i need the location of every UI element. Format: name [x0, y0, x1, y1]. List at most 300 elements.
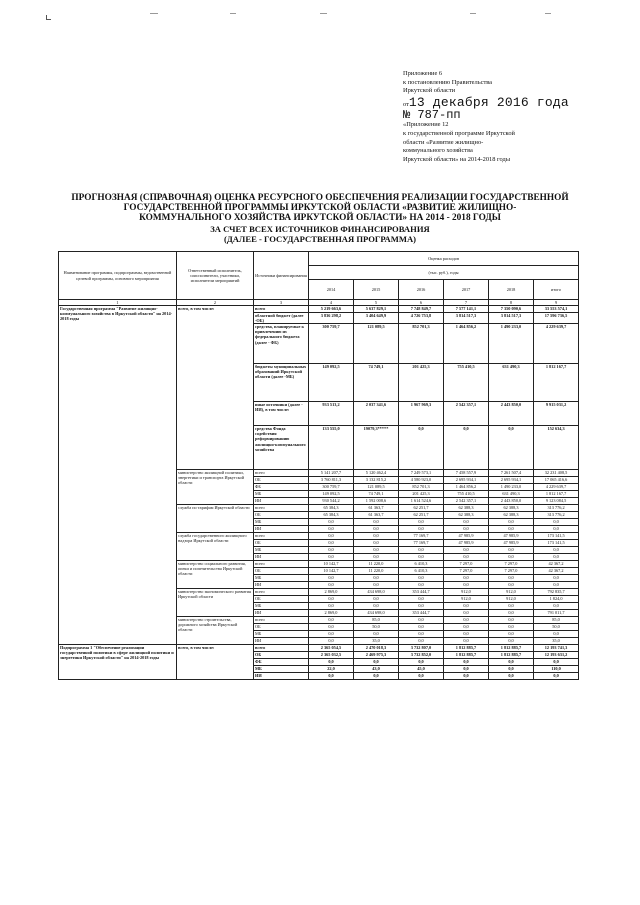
value-cell: 0,0	[489, 519, 534, 526]
value-cell: 50,0	[534, 624, 579, 631]
value-cell: 0,0	[354, 554, 399, 561]
value-cell: 0,0	[354, 540, 399, 547]
value-cell: 0,0	[444, 631, 489, 638]
year-header: 2017	[444, 280, 489, 300]
value-cell: 11 220,0	[354, 561, 399, 568]
value-cell: 149 092,5	[309, 364, 354, 402]
table-row	[59, 645, 579, 652]
value-cell: 0,0	[309, 673, 354, 680]
value-cell: 0,0	[399, 624, 444, 631]
value-cell: 0,0	[309, 533, 354, 540]
table-row	[59, 306, 579, 313]
value-cell: 930 544,2	[309, 498, 354, 505]
value-cell: 3 132 815,2	[354, 477, 399, 484]
value-cell: 2 695 934,1	[444, 477, 489, 484]
source-cell: всего	[254, 306, 309, 313]
header-line: к государственной программе Иркутской	[403, 129, 515, 137]
value-cell: 4 229 639,7	[534, 324, 579, 364]
appendix-header	[403, 70, 633, 164]
value-cell: 0,0	[399, 659, 444, 666]
source-cell: всего	[254, 589, 309, 596]
value-cell: 4 580 923,0	[399, 477, 444, 484]
value-cell: 0,0	[444, 610, 489, 617]
value-cell: 0,0	[444, 526, 489, 533]
value-cell: 0,0	[309, 575, 354, 582]
title-line: (ДАЛЕЕ - ГОСУДАРСТВЕННАЯ ПРОГРАММА)	[223, 233, 417, 244]
source-cell: средства, планируемые к привлечению из федерального бюджета (далее - ФБ)	[254, 324, 309, 364]
value-cell: 0,0	[399, 519, 444, 526]
value-cell: 62 388,3	[489, 505, 534, 512]
value-cell: 0,0	[354, 603, 399, 610]
source-cell: ОБ	[254, 652, 309, 659]
value-cell: 47 985,9	[444, 533, 489, 540]
value-cell: 0,0	[399, 582, 444, 589]
value-cell: 912,0	[444, 596, 489, 603]
source-cell: МБ	[254, 603, 309, 610]
value-cell: 0,0	[354, 582, 399, 589]
value-cell: 3 836 298,2	[309, 313, 354, 324]
value-cell: 0,0	[489, 426, 534, 470]
value-cell: 0,0	[444, 638, 489, 645]
source-cell: ИИ	[254, 582, 309, 589]
value-cell: 0,0	[444, 624, 489, 631]
value-cell: 3 404 649,9	[354, 313, 399, 324]
value-cell: 1 824,0	[534, 596, 579, 603]
value-cell: 121 089,5	[354, 324, 399, 364]
value-cell: 0,0	[444, 547, 489, 554]
value-cell: 62 388,3	[444, 512, 489, 519]
value-cell: 17 065 416,6	[534, 477, 579, 484]
value-cell: 1 614 524,6	[399, 498, 444, 505]
source-cell: иные источники (далее - ИИ), в том числе:	[254, 402, 309, 426]
value-cell: 0,0	[489, 554, 534, 561]
value-cell: 33 553 574,1	[534, 306, 579, 313]
value-cell: 4 726 753,8	[399, 313, 444, 324]
value-cell: 912,0	[444, 589, 489, 596]
value-cell: 0,0	[534, 673, 579, 680]
value-cell: 11 220,0	[354, 568, 399, 575]
value-cell: 2 443 850,0	[489, 402, 534, 426]
source-cell: МБ	[254, 547, 309, 554]
source-cell: всего	[254, 561, 309, 568]
source-cell: областной бюджет (далее -ОБ)	[254, 313, 309, 324]
value-cell: 0,0	[354, 596, 399, 603]
value-cell: 1 490 233,0	[489, 484, 534, 491]
value-cell: 1 812 885,7	[489, 645, 534, 652]
value-cell: 0,0	[444, 582, 489, 589]
value-cell: 1 812 167,7	[534, 364, 579, 402]
column-number: 6	[399, 300, 444, 306]
value-cell: 0,0	[489, 610, 534, 617]
value-cell: 62 388,3	[489, 512, 534, 519]
value-cell: 47 985,9	[444, 540, 489, 547]
value-cell: 0,0	[309, 540, 354, 547]
value-cell: 50,0	[354, 624, 399, 631]
responsible-cell: министерство жилищной политики, энергетики и транспорта Иркутской области	[177, 470, 254, 505]
title-line: ЗА СЧЕТ ВСЕХ ИСТОЧНИКОВ ФИНАНСИРОВАНИЯ	[210, 223, 430, 234]
value-cell: 2 365 054,5	[309, 645, 354, 652]
source-cell: ФБ	[254, 659, 309, 666]
corner-mark	[46, 15, 51, 20]
value-cell: 0,0	[309, 638, 354, 645]
value-cell: 1 464 856,2	[444, 324, 489, 364]
col-header-responsible: Ответственный исполнитель, соисполнители, участники, исполнители мероприятий	[177, 252, 254, 300]
value-cell: 6 410,3	[399, 561, 444, 568]
value-cell: 10 142,7	[309, 568, 354, 575]
col-header-unit: (тыс. руб.), годы	[309, 266, 579, 280]
header-line: Иркутской области	[403, 87, 456, 95]
value-cell: 5 141 207,7	[309, 470, 354, 477]
source-cell: ОБ	[254, 624, 309, 631]
value-cell: 791 011,7	[534, 610, 579, 617]
source-cell: ОБ	[254, 477, 309, 484]
col-header-source: Источники финансирования	[254, 252, 309, 300]
value-cell: 61 363,7	[354, 512, 399, 519]
value-cell: 0,0	[489, 526, 534, 533]
value-cell: 74 749,1	[354, 491, 399, 498]
value-cell: 0,0	[354, 673, 399, 680]
value-cell: 0,0	[534, 603, 579, 610]
value-cell: 0,0	[309, 631, 354, 638]
value-cell: 85,0	[354, 617, 399, 624]
value-cell: 2 695 934,1	[489, 477, 534, 484]
value-cell: 0,0	[444, 659, 489, 666]
value-cell: 0,0	[309, 526, 354, 533]
value-cell: 2 469 975,3	[354, 652, 399, 659]
source-cell: ОБ	[254, 568, 309, 575]
column-number: 1	[59, 300, 177, 306]
value-cell: 0,0	[444, 426, 489, 470]
col-header-evaluation: Оценка расходов	[309, 252, 579, 266]
value-cell: 32 231 408,5	[534, 470, 579, 477]
column-number: 3	[254, 300, 309, 306]
value-cell: 912,0	[489, 596, 534, 603]
value-cell: 121 089,5	[354, 484, 399, 491]
value-cell: 47 985,9	[489, 540, 534, 547]
value-cell: 7 297,0	[489, 568, 534, 575]
responsible-cell: министерство социального развития, опеки и попечительства Иркутской области	[177, 561, 254, 589]
subprogram-responsible-cell: всего, в том числе:	[177, 645, 254, 680]
header-date	[403, 96, 633, 110]
value-cell: 45,0	[399, 666, 444, 673]
value-cell: 65 384,3	[309, 505, 354, 512]
scan-mark	[320, 13, 327, 14]
column-number: 8	[489, 300, 534, 306]
document-number: № 787-пп	[403, 108, 461, 123]
date-prefix: от	[403, 100, 409, 108]
value-cell: 65 384,3	[309, 512, 354, 519]
program-name-cell: Государственная программа "Развитие жилищно-коммунального хозяйства в Иркутской области" на 2014-2018 годы	[59, 306, 177, 645]
subprogram-name-cell: Подпрограмма 1 "Обеспечение реализации государственной политики в сфере жилищной политики и энергетики Иркутской области" на 2014-2018 годы	[59, 645, 177, 680]
value-cell: 353 444,7	[399, 589, 444, 596]
value-cell: 1 490 233,0	[489, 324, 534, 364]
value-cell: 42 367,2	[534, 561, 579, 568]
value-cell: 0,0	[354, 533, 399, 540]
value-cell: 19079,3*****	[354, 426, 399, 470]
value-cell: 0,0	[354, 575, 399, 582]
value-cell: 173 141,5	[534, 540, 579, 547]
value-cell: 22,0	[309, 666, 354, 673]
year-header: итого	[534, 280, 579, 300]
value-cell: 0,0	[354, 631, 399, 638]
value-cell: 0,0	[399, 617, 444, 624]
value-cell: 7 350 090,6	[489, 306, 534, 313]
value-cell: 1 812 167,7	[534, 491, 579, 498]
source-cell: МБ	[254, 491, 309, 498]
value-cell: 5 637 829,1	[354, 306, 399, 313]
value-cell: 7 748 849,7	[399, 306, 444, 313]
source-cell: МБ	[254, 666, 309, 673]
value-cell: 0,0	[399, 554, 444, 561]
value-cell: 0,0	[399, 631, 444, 638]
year-header: 2015	[354, 280, 399, 300]
value-cell: 0,0	[444, 519, 489, 526]
value-cell: 0,0	[489, 673, 534, 680]
value-cell: 3 732 852,0	[399, 652, 444, 659]
source-cell: ФБ	[254, 484, 309, 491]
value-cell: 1 812 885,7	[444, 652, 489, 659]
source-cell: МБ	[254, 519, 309, 526]
value-cell: 0,0	[309, 547, 354, 554]
value-cell: 0,0	[534, 526, 579, 533]
value-cell: 2 037 341,6	[354, 402, 399, 426]
value-cell: 35,0	[534, 638, 579, 645]
value-cell: 434 698,0	[354, 610, 399, 617]
value-cell: 0,0	[489, 617, 534, 624]
value-cell: 0,0	[489, 659, 534, 666]
scan-mark	[150, 13, 158, 14]
value-cell: 9 123 084,5	[534, 498, 579, 505]
header-line: коммунального хозяйства	[403, 147, 473, 155]
value-cell: 0,0	[534, 582, 579, 589]
document-title	[60, 193, 580, 244]
value-cell: 0,0	[444, 666, 489, 673]
value-cell: 1 812 885,7	[489, 652, 534, 659]
value-cell: 792 835,7	[534, 589, 579, 596]
value-cell: 7 261 507,4	[489, 470, 534, 477]
value-cell: 201 425,3	[399, 491, 444, 498]
col-header-name: Наименование программы, подпрограммы, ведомственной целевой программы, основного мероприятия	[59, 252, 177, 300]
value-cell: 2 542 357,1	[444, 402, 489, 426]
value-cell: 0,0	[489, 624, 534, 631]
source-cell: МБ	[254, 631, 309, 638]
source-cell: ИИ	[254, 610, 309, 617]
value-cell: 0,0	[309, 603, 354, 610]
title-line: ГОСУДАРСТВЕННОЙ ПРОГРАММЫ ИРКУТСКОЙ ОБЛАСТИ «РАЗВИТИЕ ЖИЛИЩНО-	[123, 203, 517, 214]
value-cell: 133 555,0	[309, 426, 354, 470]
value-cell: 1 592 008,6	[354, 498, 399, 505]
value-cell: 0,0	[444, 603, 489, 610]
scan-mark	[230, 13, 236, 14]
value-cell: 0,0	[489, 603, 534, 610]
value-cell: 35,0	[354, 638, 399, 645]
column-number: 4	[309, 300, 354, 306]
source-cell: всего	[254, 505, 309, 512]
value-cell: 3 814 517,3	[444, 313, 489, 324]
value-cell: 0,0	[444, 575, 489, 582]
column-number: 7	[444, 300, 489, 306]
source-cell: всего	[254, 645, 309, 652]
value-cell: 1 967 969,3	[399, 402, 444, 426]
responsible-cell: министерство строительства, дорожного хозяйства Иркутской области	[177, 617, 254, 645]
value-cell: 85,0	[534, 617, 579, 624]
year-header: 2018	[489, 280, 534, 300]
value-cell: 0,0	[399, 638, 444, 645]
value-cell: 0,0	[399, 547, 444, 554]
source-cell: средства Фонда содействия реформированию жилищно-коммунального хозяйства	[254, 426, 309, 470]
value-cell: 0,0	[489, 547, 534, 554]
value-cell: 7 458 557,9	[444, 470, 489, 477]
value-cell: 77 169,7	[399, 533, 444, 540]
value-cell: 0,0	[309, 596, 354, 603]
value-cell: 2 869,0	[309, 589, 354, 596]
title-line: КОММУНАЛЬНОГО ХОЗЯЙСТВА ИРКУТСКОЙ ОБЛАСТИ» НА 2014 - 2018 ГОДЫ	[139, 213, 501, 224]
source-cell: ИИ	[254, 673, 309, 680]
value-cell: 0,0	[399, 526, 444, 533]
value-cell: 0,0	[534, 631, 579, 638]
value-cell: 353 444,7	[399, 610, 444, 617]
value-cell: 43,0	[354, 666, 399, 673]
value-cell: 0,0	[489, 666, 534, 673]
value-cell: 1 464 856,2	[444, 484, 489, 491]
header-line: Приложение 6	[403, 70, 443, 77]
value-cell: 3 760 811,3	[309, 477, 354, 484]
source-cell: ОБ	[254, 596, 309, 603]
value-cell: 1 812 885,7	[444, 645, 489, 652]
year-header: 2016	[399, 280, 444, 300]
value-cell: 0,0	[354, 659, 399, 666]
program-responsible-cell: всего, в том числе:	[177, 306, 254, 470]
value-cell: 755 410,5	[444, 491, 489, 498]
value-cell: 7 297,0	[444, 568, 489, 575]
value-cell: 10 142,7	[309, 561, 354, 568]
title-line: ПРОГНОЗНАЯ (СПРАВОЧНАЯ) ОЦЕНКА РЕСУРСНОГО ОБЕСПЕЧЕНИЯ РЕАЛИЗАЦИИ ГОСУДАРСТВЕННОЙ	[71, 193, 569, 203]
value-cell: 47 985,9	[489, 533, 534, 540]
value-cell: 933 513,2	[309, 402, 354, 426]
value-cell: 0,0	[354, 547, 399, 554]
source-cell: ИИ	[254, 554, 309, 561]
value-cell: 7 249 573,1	[399, 470, 444, 477]
value-cell: 300 759,7	[309, 324, 354, 364]
value-cell: 2 542 357,1	[444, 498, 489, 505]
value-cell: 0,0	[489, 575, 534, 582]
value-cell: 77 169,7	[399, 540, 444, 547]
source-cell: всего	[254, 617, 309, 624]
value-cell: 0,0	[444, 617, 489, 624]
value-cell: 7 577 141,1	[444, 306, 489, 313]
responsible-cell: служба государственного жилищного надзора Иркутской области	[177, 533, 254, 561]
source-cell: всего	[254, 533, 309, 540]
year-header: 2014	[309, 280, 354, 300]
header-line: Иркутской области» на 2014-2018 годы	[403, 155, 511, 163]
value-cell: 0,0	[489, 631, 534, 638]
source-cell: всего	[254, 470, 309, 477]
header-line: области «Развитие жилищно-	[403, 138, 484, 146]
value-cell: 0,0	[399, 575, 444, 582]
date-value: 13 декабря 2016 года	[408, 94, 569, 110]
value-cell: 5 120 462,4	[354, 470, 399, 477]
value-cell: 0,0	[309, 659, 354, 666]
value-cell: 62 388,3	[444, 505, 489, 512]
value-cell: 173 141,5	[534, 533, 579, 540]
value-cell: 0,0	[399, 596, 444, 603]
value-cell: 5 219 663,6	[309, 306, 354, 313]
value-cell: 149 092,5	[309, 491, 354, 498]
value-cell: 0,0	[534, 575, 579, 582]
source-cell: бюджеты муниципальных образований Иркутской области (далее -МБ)	[254, 364, 309, 402]
value-cell: 74 749,1	[354, 364, 399, 402]
value-cell: 755 410,5	[444, 364, 489, 402]
responsible-cell: министерство экономического развития Иркутской области	[177, 589, 254, 617]
value-cell: 631 490,3	[489, 364, 534, 402]
financing-table	[58, 251, 579, 680]
value-cell: 0,0	[354, 519, 399, 526]
value-cell: 852 701,3	[399, 324, 444, 364]
value-cell: 313 776,2	[534, 505, 579, 512]
value-cell: 0,0	[534, 659, 579, 666]
value-cell: 0,0	[309, 617, 354, 624]
value-cell: 434 698,0	[354, 589, 399, 596]
value-cell: 7 297,0	[489, 561, 534, 568]
value-cell: 0,0	[309, 554, 354, 561]
value-cell: 2 470 018,3	[354, 645, 399, 652]
value-cell: 2 443 850,0	[489, 498, 534, 505]
value-cell: 0,0	[399, 603, 444, 610]
scan-mark	[470, 13, 476, 14]
value-cell: 9 915 031,2	[534, 402, 579, 426]
value-cell: 12 193 741,3	[534, 645, 579, 652]
header-line: «Приложение 12	[403, 121, 449, 129]
table-body	[59, 306, 579, 680]
value-cell: 912,0	[489, 589, 534, 596]
value-cell: 0,0	[444, 554, 489, 561]
source-cell: ОБ	[254, 512, 309, 519]
source-cell: ИИ	[254, 638, 309, 645]
value-cell: 201 425,3	[399, 364, 444, 402]
value-cell: 0,0	[399, 426, 444, 470]
value-cell: 0,0	[534, 547, 579, 554]
value-cell: 0,0	[534, 554, 579, 561]
value-cell: 6 410,3	[399, 568, 444, 575]
value-cell: 0,0	[354, 526, 399, 533]
value-cell: 0,0	[309, 624, 354, 631]
value-cell: 0,0	[309, 582, 354, 589]
value-cell: 3 814 517,3	[489, 313, 534, 324]
value-cell: 62 251,7	[399, 505, 444, 512]
value-cell: 2 869,0	[309, 610, 354, 617]
column-number: 9	[534, 300, 579, 306]
header-line: к постановлению Правительства	[403, 78, 493, 86]
table-head	[59, 252, 579, 306]
value-cell: 42 367,2	[534, 568, 579, 575]
value-cell: 0,0	[399, 673, 444, 680]
value-cell: 0,0	[489, 638, 534, 645]
value-cell: 2 365 032,5	[309, 652, 354, 659]
source-cell: ИИ	[254, 498, 309, 505]
column-number: 5	[354, 300, 399, 306]
value-cell: 12 193 631,2	[534, 652, 579, 659]
value-cell: 110,0	[534, 666, 579, 673]
value-cell: 852 701,3	[399, 484, 444, 491]
value-cell: 0,0	[489, 582, 534, 589]
value-cell: 4 229 639,7	[534, 484, 579, 491]
value-cell: 3 732 807,0	[399, 645, 444, 652]
source-cell: МБ	[254, 575, 309, 582]
responsible-cell: служба по тарифам Иркутской области	[177, 505, 254, 533]
value-cell: 313 776,2	[534, 512, 579, 519]
value-cell: 61 363,7	[354, 505, 399, 512]
source-cell: ОБ	[254, 540, 309, 547]
